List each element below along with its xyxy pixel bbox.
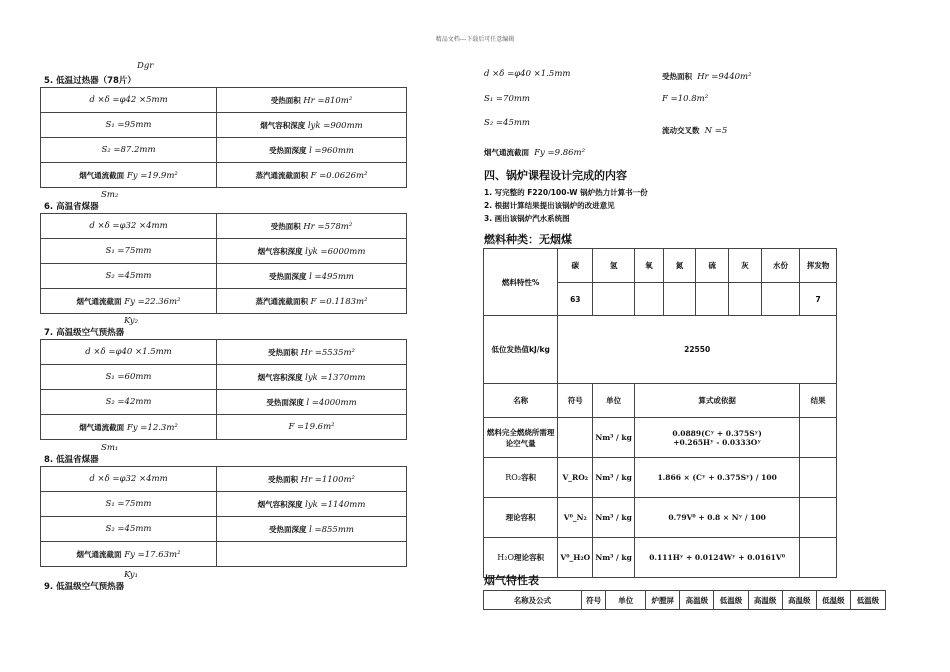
section-5-symbol: Dgr	[137, 61, 154, 71]
calc-row3-unit: Nm³ / kg	[593, 498, 635, 538]
spec-hr: Hr =9440m²	[697, 72, 752, 82]
s5-r4-left: Fy =19.9m²	[126, 170, 178, 181]
s5-r4-label: 蒸汽通流截面积	[255, 170, 308, 180]
fuel-header-moisture: 水份	[761, 249, 800, 283]
calc-header-formula: 算式或依据	[634, 384, 799, 418]
s8-r2-left: S₁ =75mm	[105, 499, 152, 509]
section-9-symbol: Ky₁	[124, 570, 139, 580]
s6-r3-value: l =495mm	[309, 271, 354, 282]
s8-r3-value: l =855mm	[309, 524, 354, 535]
fuel-prop-label: 燃料特性%	[484, 249, 558, 316]
gas-header-low-2: 低温级	[816, 591, 850, 610]
calc-row2-formula: 1.866 × (Cʸ + 0.375Sʸ) / 100	[634, 458, 799, 498]
s8-r1-label: 受热面积	[268, 474, 299, 484]
calc-row2-symbol: V_RO₂	[558, 458, 593, 498]
s6-r4-label: 蒸汽通流截面积	[255, 296, 308, 306]
s5-r1-value: Hr =810m²	[303, 95, 353, 106]
s6-r2-label: 烟气容积深度	[257, 246, 303, 256]
gas-header-name: 名称及公式	[484, 591, 582, 610]
gas-header-unit: 单位	[606, 591, 646, 610]
s7-r4-value: F =19.6m²	[288, 422, 335, 432]
section-7-title: 7. 高温级空气预热器	[44, 328, 125, 338]
s8-r3-label: 受热面深度	[269, 524, 307, 534]
s5-r2-value: lyk =900mm	[307, 120, 363, 131]
lhv-value: 22550	[558, 316, 837, 384]
calc-row1-formula: 0.0889(Cʸ + 0.375Sʸ) +0.265Hʸ - 0.0333Oʸ	[634, 418, 799, 458]
calc-row1-name: 燃料完全燃烧所需理论空气量	[484, 418, 558, 458]
spec-fy: Fy =9.86m²	[534, 148, 586, 158]
gas-header-high-3: 高温级	[782, 591, 816, 610]
s7-r1-label: 受热面积	[268, 347, 299, 357]
fuel-header-s: 硫	[696, 249, 729, 283]
spec-n-label: 流动交叉数	[662, 126, 700, 135]
section-9-title: 9. 低温级空气预热器	[44, 582, 125, 592]
s7-r3-value: l =4000mm	[306, 397, 357, 408]
s6-r4-left: Fy =22.36m²	[124, 296, 181, 307]
section-4-title: 四、锅炉课程设计完成的内容	[484, 169, 627, 182]
fuel-value-volatile: 7	[800, 283, 837, 316]
spec-n: N =5	[704, 126, 728, 136]
section-5-title: 5. 低温过热器（78片）	[44, 76, 136, 86]
section-8-title: 8. 低温省煤器	[44, 455, 99, 465]
section-8-symbol: Sm₁	[101, 443, 119, 453]
s5-r3-left: S₂ =87.2mm	[101, 145, 156, 155]
spec-f: F =10.8m²	[662, 94, 709, 104]
lhv-label: 低位发热值kJ/kg	[484, 316, 558, 384]
gas-header-furnace-screen: 炉膛屏	[646, 591, 680, 610]
spec-hr-label: 受热面积	[662, 72, 692, 81]
s6-r4-left-label: 烟气通流截面	[76, 296, 122, 306]
fuel-header-volatile: 挥发物	[800, 249, 837, 283]
fuel-value-h	[593, 283, 635, 316]
s7-r1-left: d ×δ =φ40 ×1.5mm	[85, 347, 172, 357]
calc-header-result: 结果	[800, 384, 837, 418]
fuel-header-ash: 灰	[729, 249, 762, 283]
s7-r1-value: Hr =5535m²	[300, 347, 355, 358]
calc-row2-unit: Nm³ / kg	[593, 458, 635, 498]
section-7-symbol: Ky₂	[124, 316, 139, 326]
calc-row3-result	[800, 498, 837, 538]
calc-row4-result	[800, 538, 837, 578]
s5-r4-left-label: 烟气通流截面	[79, 170, 125, 180]
s8-r1-left: d ×δ =φ32 ×4mm	[89, 474, 168, 484]
task-item-2: 2. 根据计算结果提出该锅炉的改进意见	[484, 201, 615, 210]
fuel-header-n: 氮	[663, 249, 696, 283]
gas-table	[483, 590, 886, 610]
s7-r2-left: S₁ =60mm	[105, 372, 152, 382]
fuel-value-o	[634, 283, 663, 316]
calc-row4-name: H₂O理论容积	[484, 538, 558, 578]
calc-row4-formula: 0.111Hʸ + 0.0124Wʸ + 0.0161V⁰	[634, 538, 799, 578]
calc-row4-symbol: V⁰_H₂O	[558, 538, 593, 578]
s7-r3-label: 受热面深度	[266, 397, 304, 407]
gas-header-symbol: 符号	[581, 591, 605, 610]
section-5-table	[40, 87, 407, 188]
fuel-header-c: 碳	[558, 249, 593, 283]
section-8-table	[40, 466, 407, 567]
spec-s1: S₁ =70mm	[484, 94, 530, 104]
calc-row3-formula: 0.79V⁰ + 0.8 × Nʸ / 100	[634, 498, 799, 538]
calc-row3-name: 理论容积	[484, 498, 558, 538]
calc-row1-symbol	[558, 418, 593, 458]
s5-r4-value: F =0.0626m²	[310, 170, 368, 181]
calc-row2-result	[800, 458, 837, 498]
fuel-value-moisture	[761, 283, 800, 316]
s6-r1-value: Hr =578m²	[303, 221, 353, 232]
calc-header-name: 名称	[484, 384, 558, 418]
section-6-symbol: Sm₂	[101, 190, 119, 200]
fuel-value-s	[696, 283, 729, 316]
section-6-table	[40, 213, 407, 314]
spec-fy-label: 烟气通流截面	[484, 148, 529, 157]
s8-r3-left: S₂ =45mm	[105, 524, 152, 534]
fuel-value-n	[663, 283, 696, 316]
s8-r2-label: 烟气容积深度	[257, 499, 303, 509]
s8-r2-value: lyk =1140mm	[305, 499, 366, 510]
s8-r4-left-label: 烟气通流截面	[76, 549, 122, 559]
calc-row1-result	[800, 418, 837, 458]
s8-r1-value: Hr =1100m²	[300, 474, 355, 485]
s5-r3-value: l =960mm	[309, 145, 354, 156]
task-item-3: 3. 画出该锅炉汽水系统图	[484, 214, 570, 223]
gas-header-low-3: 低温级	[850, 591, 885, 610]
fuel-table	[483, 248, 837, 578]
task-item-1: 1. 写完整的 F220/100-W 锅炉热力计算书一份	[484, 188, 648, 197]
calc-row2-name: RO₂容积	[484, 458, 558, 498]
s6-r1-left: d ×δ =φ32 ×4mm	[89, 221, 168, 231]
s6-r4-value: F =0.1183m²	[310, 296, 368, 307]
s5-r3-label: 受热面深度	[269, 145, 307, 155]
s6-r2-value: lyk =6000mm	[305, 246, 366, 257]
header-note: 精品文档---下载后可任意编辑	[435, 36, 515, 43]
s7-r2-label: 烟气容积深度	[257, 372, 303, 382]
section-7-table	[40, 339, 407, 440]
s6-r3-left: S₂ =45mm	[105, 271, 152, 281]
gas-header-low-1: 低温级	[714, 591, 748, 610]
fuel-title: 燃料种类：无烟煤	[484, 233, 572, 246]
s6-r2-left: S₁ =75mm	[105, 246, 152, 256]
spec-s2: S₂ =45mm	[484, 118, 530, 128]
gas-header-high-1: 高温级	[680, 591, 714, 610]
s5-r1-left: d ×δ =φ42 ×5mm	[89, 95, 168, 105]
calc-row3-symbol: V⁰_N₂	[558, 498, 593, 538]
calc-header-symbol: 符号	[558, 384, 593, 418]
gas-header-high-2: 高温级	[748, 591, 782, 610]
s5-r2-left: S₁ =95mm	[105, 120, 152, 130]
fuel-header-o: 氧	[634, 249, 663, 283]
calc-row4-unit: Nm³ / kg	[593, 538, 635, 578]
s7-r4-left: Fy =12.3m²	[126, 422, 178, 433]
fuel-value-ash	[729, 283, 762, 316]
s5-r1-label: 受热面积	[270, 95, 301, 105]
calc-header-unit: 单位	[593, 384, 635, 418]
s7-r2-value: lyk =1370mm	[305, 372, 366, 383]
s7-r4-left-label: 烟气通流截面	[79, 422, 125, 432]
s6-r3-label: 受热面深度	[269, 271, 307, 281]
s7-r3-left: S₂ =42mm	[105, 397, 152, 407]
fuel-value-c: 63	[558, 283, 593, 316]
spec-dd: d ×δ =φ40 ×1.5mm	[484, 69, 571, 79]
fuel-header-h: 氢	[593, 249, 635, 283]
s8-r4-left: Fy =17.63m²	[124, 549, 181, 560]
s5-r2-label: 烟气容积深度	[260, 120, 306, 130]
s6-r1-label: 受热面积	[270, 221, 301, 231]
section-6-title: 6. 高温省煤器	[44, 202, 99, 212]
gas-title: 烟气特性表	[484, 574, 539, 587]
calc-row1-unit: Nm³ / kg	[593, 418, 635, 458]
